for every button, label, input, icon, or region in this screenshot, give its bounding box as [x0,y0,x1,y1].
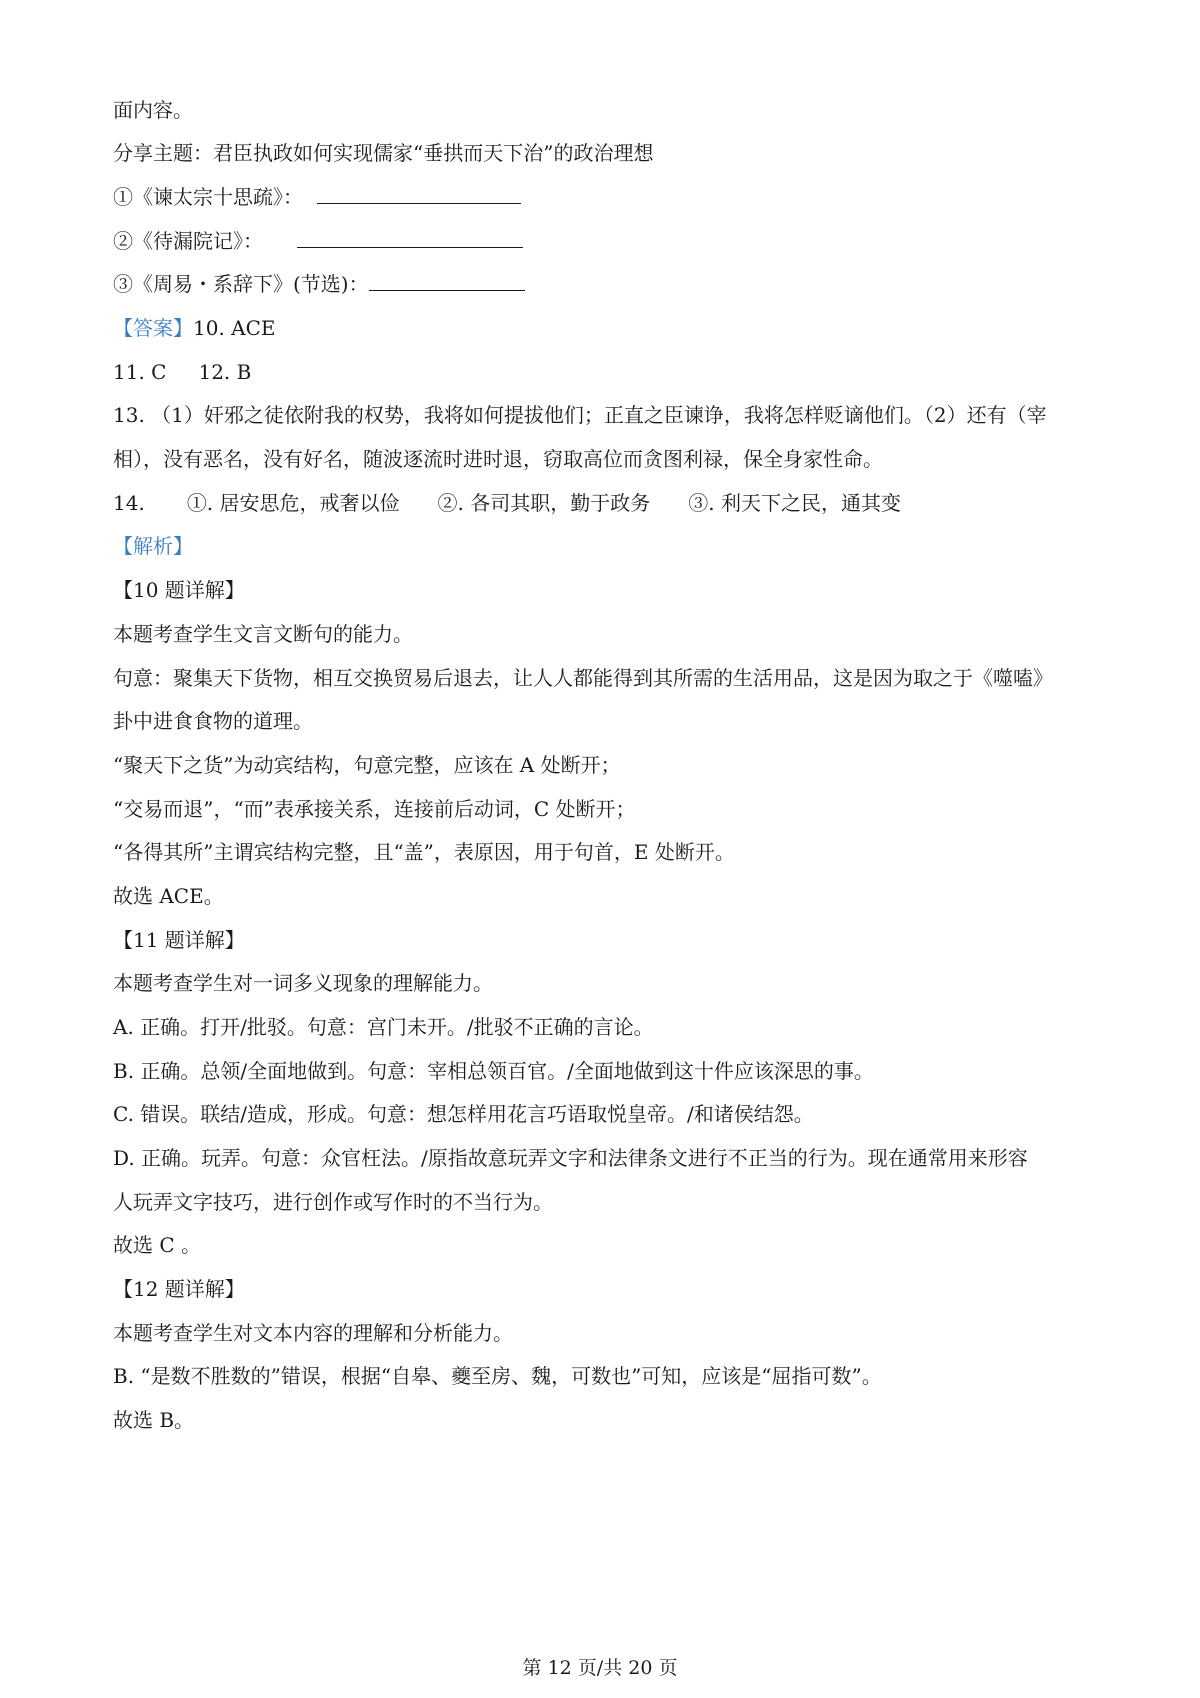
text-line: 本题考查学生对一词多义现象的理解能力。 [113,971,493,995]
text-line: “聚天下之货”为动宾结构，句意完整，应该在 A 处断开； [113,753,621,777]
fill-item-2 [113,228,1100,254]
answer-11: 11. C [113,360,167,384]
text-line: D. 正确。玩弄。句意：众官枉法。/原指故意玩弄文字和法律条文进行不正当的行为。现在通常用来形容 [113,1146,1028,1170]
fill-label: ③《周易・系辞下》(节选)： [113,272,369,296]
text-line: 故选 B。 [113,1408,195,1432]
answer-13-line-1: 13. （1）奸邪之徒依附我的权势，我将如何提拔他们；正直之臣谏诤，我将怎样贬谪他们。（2）还有（宰 [113,403,1047,427]
fill-item-1 [113,184,1100,210]
text-line: B. “是数不胜数的”错误，根据“自皋、夔至房、魏，可数也”可知，应该是“屈指可数”。 [113,1364,882,1388]
share-topic: 分享主题：君臣执政如何实现儒家“垂拱而天下治”的政治理想 [113,141,654,165]
analysis-tag: 【解析】 [113,534,193,558]
text-line: 故选 ACE。 [113,884,224,908]
text-line: 卦中进食食物的道理。 [113,709,313,733]
answer-14-number: 14. [113,491,145,515]
answer-blank [369,272,525,291]
text-line: “交易而退”，“而”表承接关系，连接前后动词，C 处断开； [113,797,636,821]
answer-line [113,315,1100,341]
fill-item-3 [113,271,1100,297]
answer-blank [317,185,521,204]
text-line: 句意：聚集天下货物，相互交换贸易后退去，让人人都能得到其所需的生活用品，这是因为取之于《噬嗑》 [113,666,1053,690]
text-line: 人玩弄文字技巧，进行创作或写作时的不当行为。 [113,1190,553,1214]
text-line: A. 正确。打开/批驳。句意：宫门未开。/批驳不正确的言论。 [113,1015,654,1039]
q11-heading: 【11 题详解】 [113,928,245,952]
answer-12: 12. B [198,360,252,384]
answer-line-11-12 [113,359,1100,385]
q10-heading: 【10 题详解】 [113,578,245,602]
page-number: 第 12 页/共 20 页 [522,1657,678,1679]
answer-blank [297,229,523,248]
text-line: C. 错误。联结/造成，形成。句意：想怎样用花言巧语取悦皇帝。/和诸侯结怨。 [113,1102,814,1126]
fill-label: ②《待漏院记》： [113,229,263,253]
fill-label: ①《谏太宗十思疏》： [113,185,303,209]
answer-14-item-3: ③. 利天下之民，通其变 [688,491,901,515]
text-line: “各得其所”主谓宾结构完整，且“盖”，表原因，用于句首，E 处断开。 [113,840,735,864]
answer-14-line [113,490,1100,516]
answer-tag: 【答案】 [113,316,193,340]
text-line: 面内容。 [113,98,193,122]
answer-13-line-2: 相），没有恶名，没有好名，随波逐流时进时退，窃取高位而贪图利禄，保全身家性命。 [113,447,883,471]
q12-heading: 【12 题详解】 [113,1277,245,1301]
text-line: B. 正确。总领/全面地做到。句意：宰相总领百官。/全面地做到这十件应该深思的事。 [113,1059,874,1083]
text-line: 故选 C 。 [113,1233,202,1257]
text-line: 本题考查学生对文本内容的理解和分析能力。 [113,1321,513,1345]
answer-14-item-1: ①. 居安思危，戒奢以俭 [186,491,400,515]
answer-14-item-2: ②. 各司其职，勤于政务 [437,491,651,515]
text-line: 本题考查学生文言文断句的能力。 [113,622,413,646]
answer-10: 10. ACE [193,316,276,340]
